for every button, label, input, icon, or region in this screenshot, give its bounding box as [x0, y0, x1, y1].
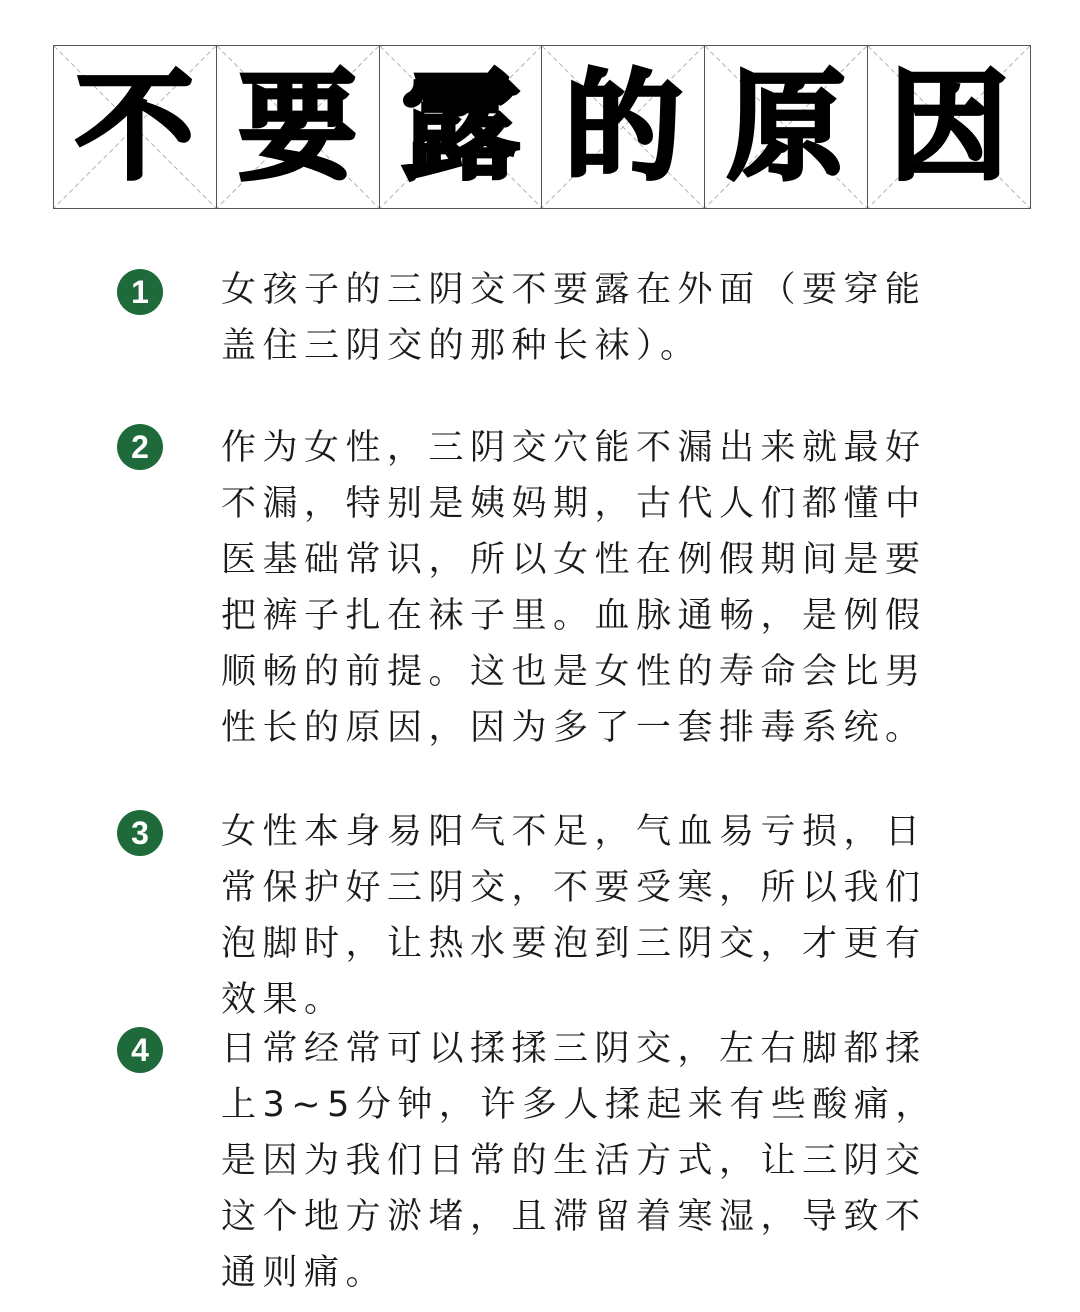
title-char: 要	[238, 58, 357, 196]
item-text: 女孩子的三阴交不要露在外面（要穿能盖住三阴交的那种长袜）。	[221, 270, 927, 366]
number-badge: 1	[117, 269, 163, 315]
title-char: 因	[890, 58, 1009, 196]
item-text: 作为女性，三阴交穴能不漏出来就最好不漏，特别是姨妈期，古代人们都懂中医基础常识，所以女性在例假期间是要把裤子扎在袜子里。血脉通畅，是例假顺畅的前提。这也是女性的寿命会比男性长的原因，因为多了一套排毒系统。	[221, 428, 927, 748]
title-char: 的	[564, 58, 683, 196]
item-text: 日常经常可以揉揉三阴交，左右脚都揉上3~5分钟，许多人揉起来有些酸痛，是因为我们日常的生活方式，让三阴交这个地方淤堵，且滞留着寒湿，导致不通则痛。	[221, 1029, 937, 1293]
title-char: 露	[401, 58, 520, 196]
title-grid	[53, 45, 1031, 209]
number-badge: 4	[117, 1027, 163, 1073]
title-cell	[705, 46, 868, 208]
title-cell	[542, 46, 705, 208]
title-cell	[217, 46, 380, 208]
title-cell	[380, 46, 543, 208]
title-char: 不	[75, 58, 194, 196]
title-cell	[868, 46, 1030, 208]
title-char: 原	[727, 58, 846, 196]
item-text: 女性本身易阳气不足，气血易亏损，日常保护好三阴交，不要受寒，所以我们泡脚时，让热水要泡到三阴交，才更有效果。	[221, 812, 927, 1020]
number-badge: 3	[117, 810, 163, 856]
number-badge: 2	[117, 424, 163, 470]
title-cell	[54, 46, 217, 208]
